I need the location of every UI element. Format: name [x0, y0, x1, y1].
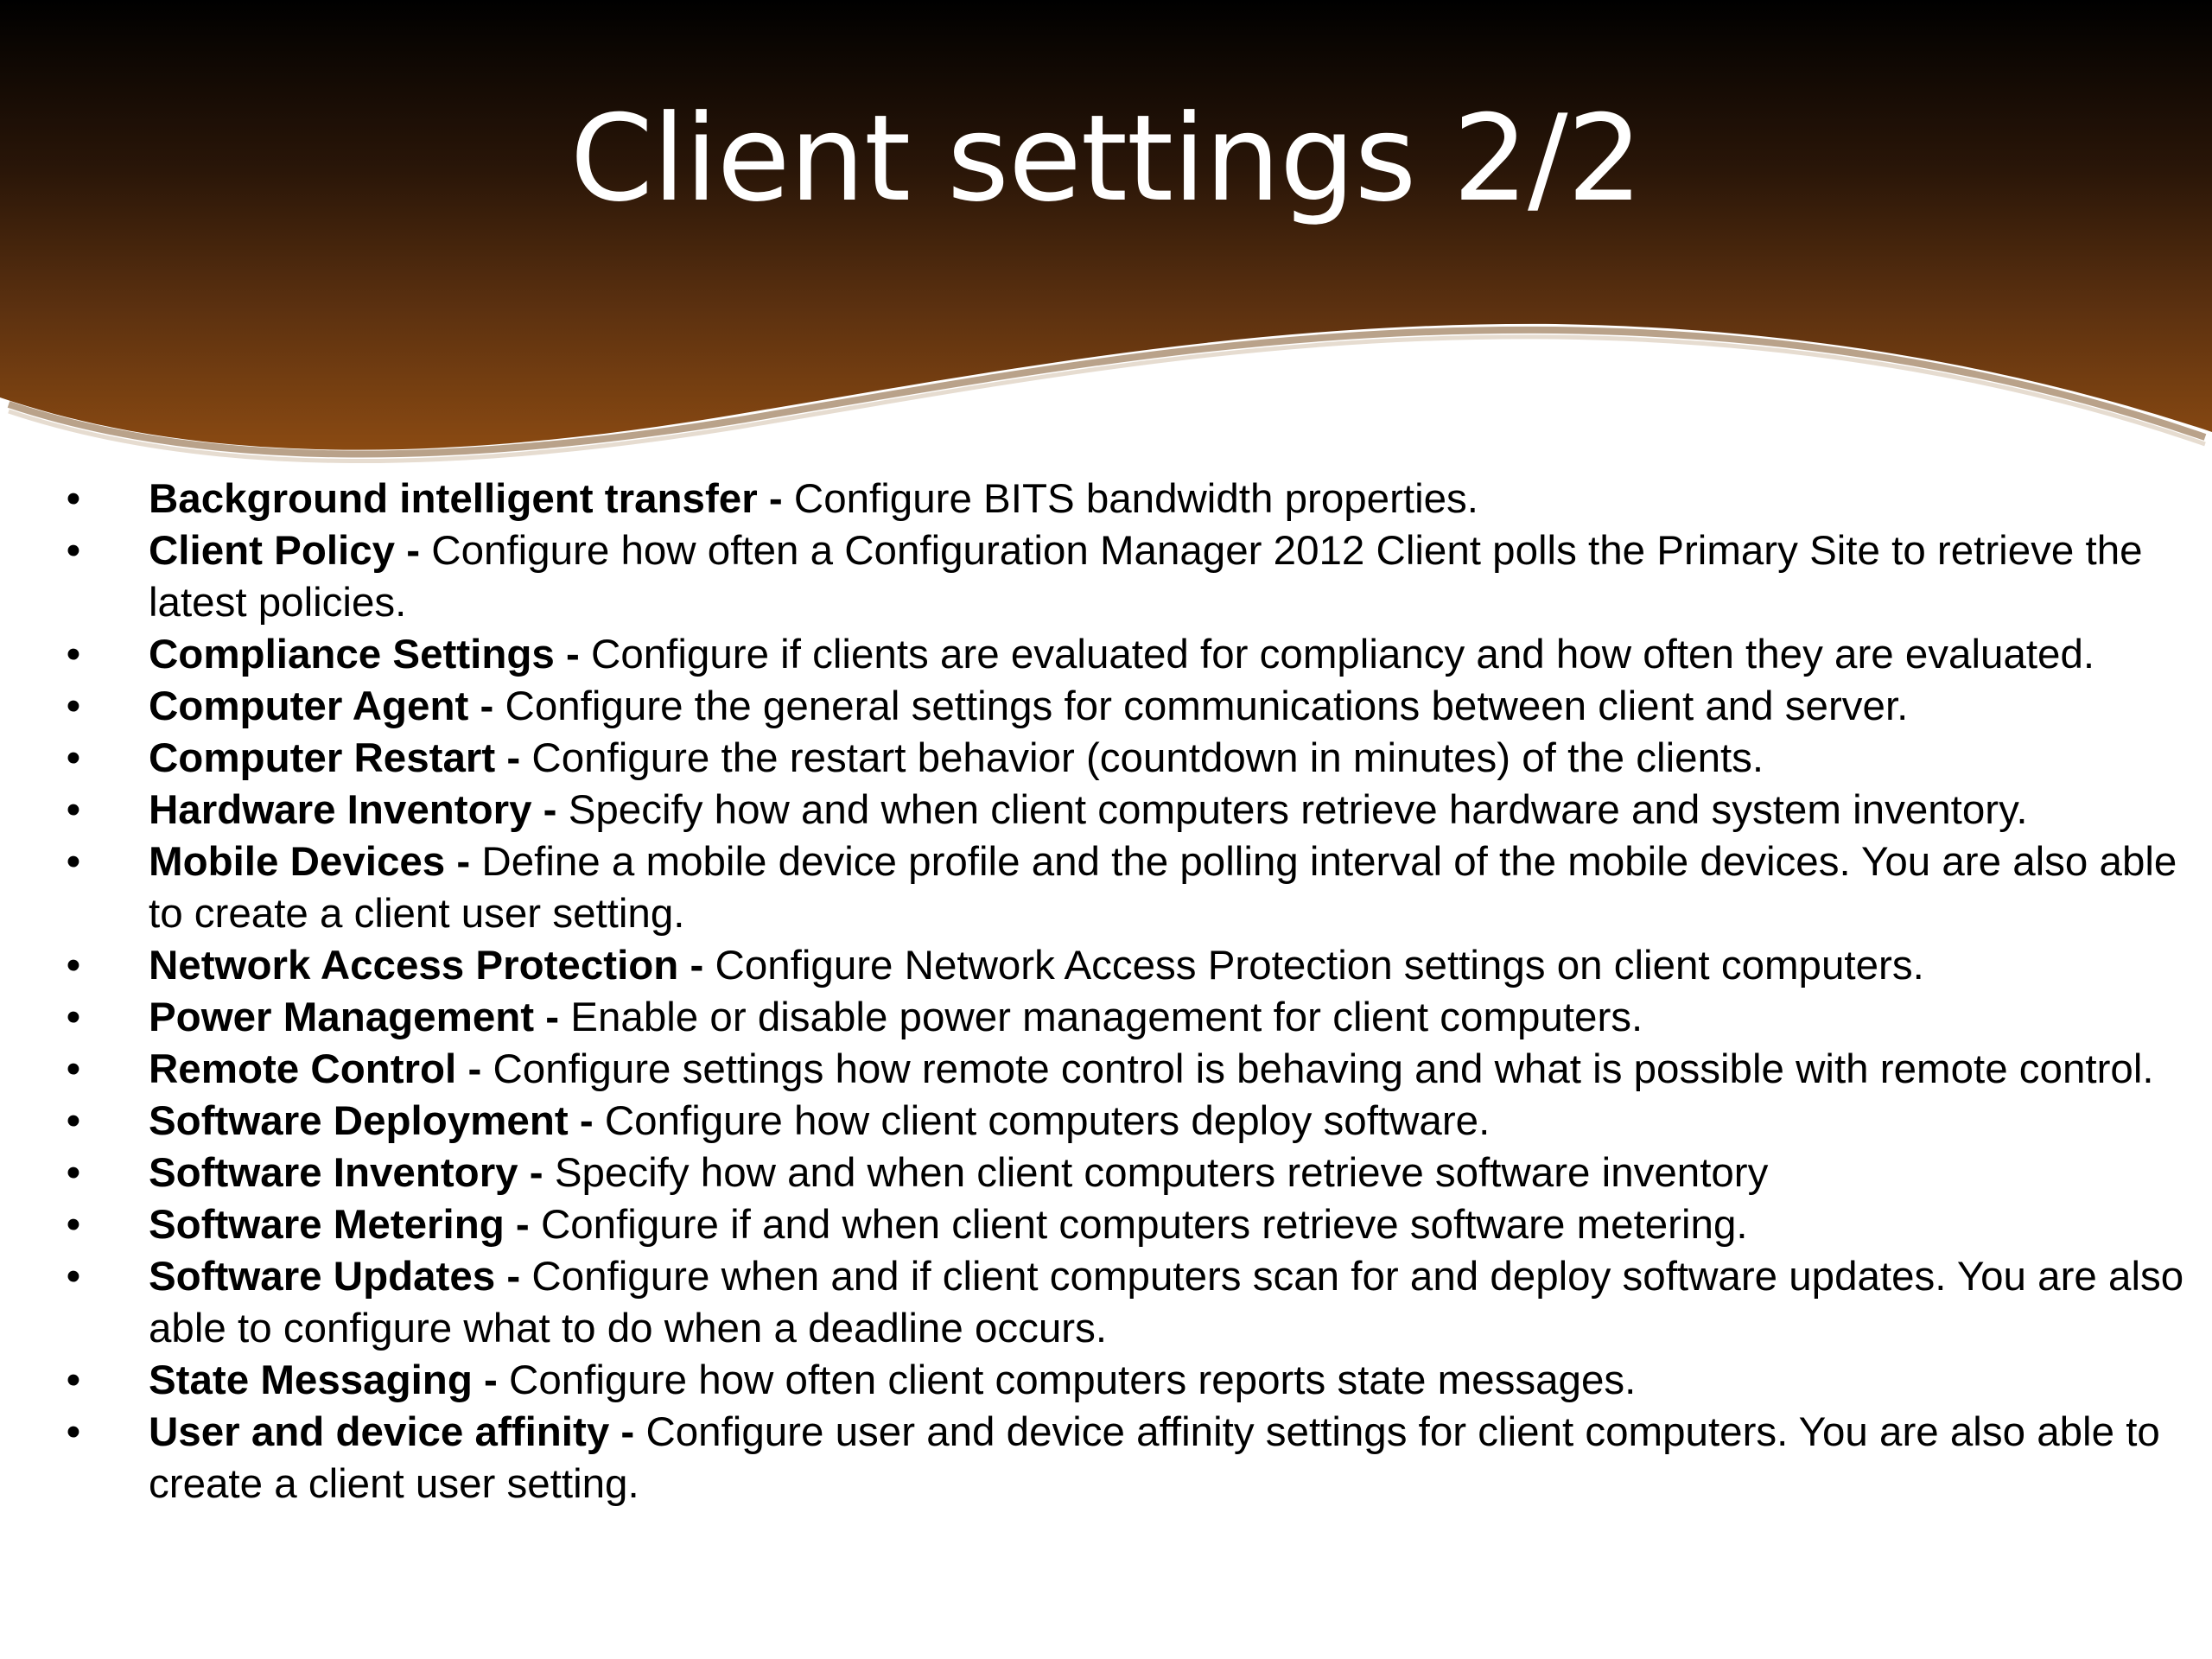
- list-item: [0, 1199, 2212, 1251]
- setting-name: Software Deployment -: [149, 1098, 605, 1144]
- bullet-point: •: [66, 1046, 81, 1092]
- list-item: [0, 1407, 2212, 1510]
- list-item: [0, 785, 2212, 836]
- setting-description: Configure BITS bandwidth properties.: [793, 476, 1479, 522]
- bullet-point: •: [66, 1098, 81, 1144]
- setting-description: Specify how and when client computers retrieve hardware and system inventory.: [568, 787, 2028, 833]
- list-item: [0, 992, 2212, 1044]
- setting-name: Computer Restart -: [149, 735, 532, 781]
- bullet-point: •: [66, 476, 81, 522]
- bullet-point: •: [66, 787, 81, 833]
- list-item: [0, 525, 2212, 629]
- setting-description: Configure when and if client computers scan for and deploy software updates. You are also able to configure what to do when a deadline occurs.: [149, 1254, 2184, 1351]
- setting-description: Configure how often a Configuration Manager 2012 Client polls the Primary Site to retrieve the latest policies.: [149, 528, 2143, 626]
- list-item: [0, 629, 2212, 681]
- setting-description: Configure if and when client computers retrieve software metering.: [540, 1202, 1748, 1248]
- bullet-point: •: [66, 839, 81, 885]
- setting-description: Configure the restart behavior (countdown in minutes) of the clients.: [531, 735, 1764, 781]
- setting-name: Software Updates -: [149, 1254, 532, 1300]
- setting-name: Computer Agent -: [149, 683, 505, 729]
- list-item: [0, 1044, 2212, 1096]
- setting-name: User and device affinity -: [149, 1409, 646, 1455]
- setting-description: Configure settings how remote control is behaving and what is possible with remote control.: [493, 1046, 2154, 1092]
- list-item: [0, 940, 2212, 992]
- list-item: [0, 1096, 2212, 1147]
- slide-title: Client settings 2/2: [569, 89, 1643, 228]
- header-banner: [0, 0, 2212, 484]
- setting-name: State Messaging -: [149, 1357, 510, 1403]
- bullet-point: •: [66, 735, 81, 781]
- setting-name: Hardware Inventory -: [149, 787, 569, 833]
- bullet-point: •: [66, 995, 81, 1040]
- setting-description: Configure if clients are evaluated for compliancy and how often they are evaluated.: [591, 632, 2095, 677]
- list-item: [0, 836, 2212, 940]
- setting-name: Remote Control -: [149, 1046, 493, 1092]
- bullet-list: [0, 474, 2212, 1510]
- setting-description: Specify how and when client computers retrieve software inventory: [554, 1150, 1769, 1196]
- setting-name: Network Access Protection -: [149, 943, 715, 988]
- setting-name: Client Policy -: [149, 528, 432, 574]
- setting-description: Configure user and device affinity settings for client computers. You are also able to create a client user setting.: [149, 1409, 2160, 1507]
- setting-description: Enable or disable power management for client computers.: [570, 995, 1643, 1040]
- setting-description: Configure how client computers deploy software.: [604, 1098, 1491, 1144]
- bullet-point: •: [66, 1254, 81, 1300]
- setting-description: Configure how often client computers reports state messages.: [509, 1357, 1637, 1403]
- bullet-point: •: [66, 1150, 81, 1196]
- bullet-point: •: [66, 1202, 81, 1248]
- bullet-point: •: [66, 1409, 81, 1455]
- setting-description: Configure the general settings for communications between client and server.: [505, 683, 1909, 729]
- list-item: [0, 1251, 2212, 1355]
- bullet-point: •: [66, 632, 81, 677]
- bullet-point: •: [66, 943, 81, 988]
- bullet-point: •: [66, 683, 81, 729]
- setting-name: Compliance Settings -: [149, 632, 592, 677]
- setting-description: Configure Network Access Protection settings on client computers.: [715, 943, 1924, 988]
- list-item: [0, 474, 2212, 525]
- setting-name: Background intelligent transfer -: [149, 476, 794, 522]
- list-item: [0, 1147, 2212, 1199]
- setting-name: Software Inventory -: [149, 1150, 555, 1196]
- list-item: [0, 681, 2212, 733]
- setting-name: Power Management -: [149, 995, 571, 1040]
- setting-name: Mobile Devices -: [149, 839, 482, 885]
- setting-name: Software Metering -: [149, 1202, 541, 1248]
- bullet-point: •: [66, 1357, 81, 1403]
- list-item: [0, 1355, 2212, 1407]
- setting-description: Define a mobile device profile and the polling interval of the mobile devices. You are also able to create a client user setting.: [149, 839, 2177, 937]
- list-item: [0, 733, 2212, 785]
- bullet-point: •: [66, 528, 81, 574]
